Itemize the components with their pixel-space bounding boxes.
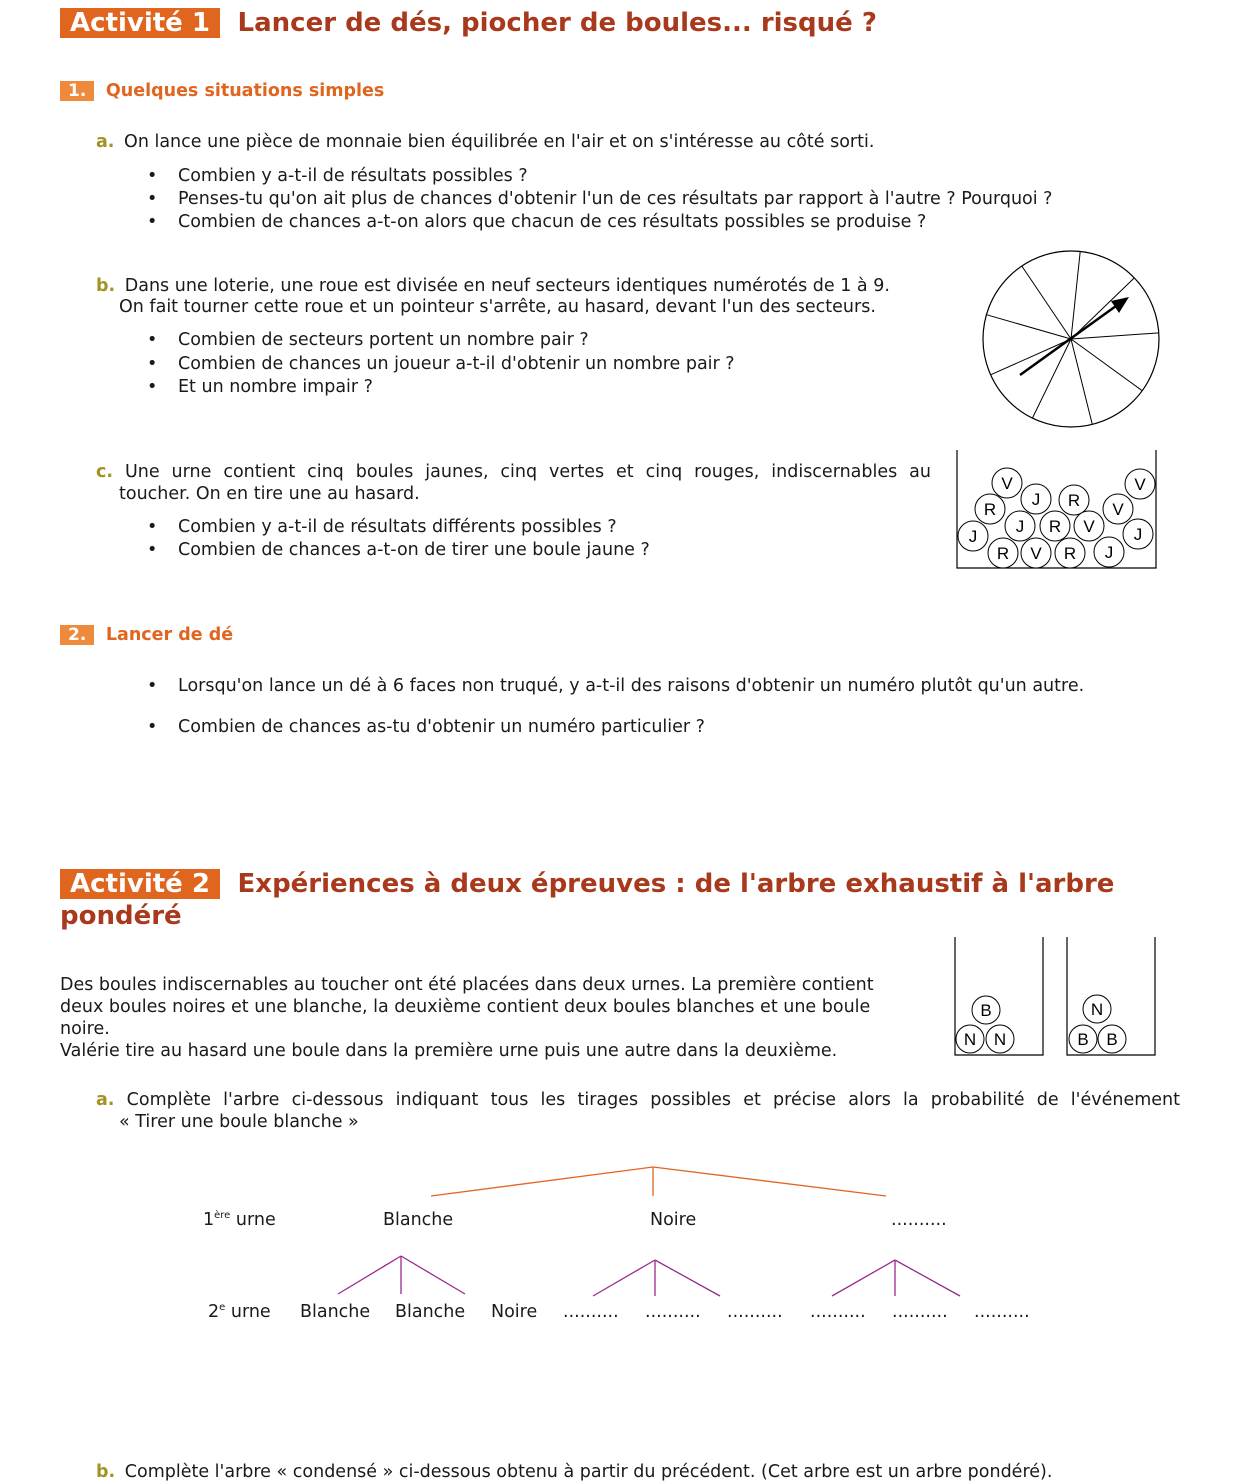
- section2-number: 2.: [60, 625, 94, 645]
- tree-row2-label: [208, 1302, 271, 1322]
- ball: [958, 521, 988, 551]
- bullet-b-2: • Combien de chances un joueur a-t-il d'obtenir un nombre pair ?: [178, 354, 735, 374]
- tree-node-l2-6: ..........: [727, 1302, 783, 1322]
- ball: [1125, 469, 1155, 499]
- activity2-intro: [60, 974, 874, 1062]
- tree-node-l1-2: Noire: [650, 1210, 697, 1230]
- question-b-line2: On fait tourner cette roue et un pointeur s'arrête, au hasard, devant l'un des secteurs.: [119, 297, 876, 317]
- ball-letter: R: [983, 500, 997, 520]
- bullet-a-2: • Penses-tu qu'on ait plus de chances d'obtenir l'un de ces résultats par rapport à l'autre ? Pourquoi ?: [178, 189, 1052, 209]
- ball: [956, 1025, 984, 1053]
- ball-letter: V: [1083, 517, 1095, 537]
- tree-node-l2-3: Noire: [491, 1302, 538, 1322]
- activity2-title-line2: pondéré: [60, 901, 182, 931]
- row2-suffix: urne: [225, 1302, 271, 1322]
- bullet-dice-1: • Lorsqu'on lance un dé à 6 faces non truqué, y a-t-il des raisons d'obtenir un numéro plutôt qu'un autre.: [178, 676, 1084, 696]
- lottery-wheel: [978, 246, 1164, 432]
- tree-node-l2-7: ..........: [810, 1302, 866, 1322]
- act2-question-b-text: Complète l'arbre « condensé » ci-dessous obtenu à partir du précédent. (Cet arbre est un arbre pondéré).: [124, 1462, 1053, 1482]
- act2-question-a-text: Complète l'arbre ci-dessous indiquant tous les tirages possibles et précise alors la probabilité de l'événement: [126, 1090, 1180, 1110]
- intro-line-1: Des boules indiscernables au toucher ont été placées dans deux urnes. La première contient: [60, 975, 874, 995]
- tree-node-l2-1: Blanche: [300, 1302, 371, 1322]
- bullet-b-3: • Et un nombre impair ?: [178, 377, 373, 397]
- ball-letter: N: [1090, 1000, 1104, 1020]
- ball-letter: B: [1077, 1030, 1089, 1050]
- ball-letter: B: [1106, 1030, 1118, 1050]
- row1-suffix: urne: [230, 1210, 276, 1230]
- tree-branch-level2: [401, 1256, 465, 1294]
- tree-branch-level2: [655, 1260, 720, 1296]
- ball-letter: R: [996, 544, 1010, 564]
- ball-letter: V: [1030, 544, 1042, 564]
- question-b-label: b.: [96, 276, 116, 296]
- section1-title: Quelques situations simples: [105, 81, 385, 101]
- ball-letter: J: [1015, 517, 1025, 537]
- activity2-badge: Activité 2: [60, 869, 220, 899]
- act2-question-a-label: a.: [96, 1090, 115, 1110]
- ball-letter: V: [1134, 475, 1146, 495]
- row2-number: 2: [208, 1302, 220, 1322]
- tree-node-l2-8: ..........: [892, 1302, 948, 1322]
- probability-tree: [0, 1150, 1240, 1340]
- tree-branch-level2: [593, 1260, 655, 1296]
- tree-node-l2-9: ..........: [974, 1302, 1030, 1322]
- intro-line-4: Valérie tire au hasard une boule dans la première urne puis une autre dans la deuxième.: [60, 1041, 838, 1061]
- ball: [972, 996, 1000, 1024]
- ball: [1103, 494, 1133, 524]
- tree-node-l2-4: ..........: [563, 1302, 619, 1322]
- ball: [1021, 538, 1051, 568]
- ball: [1123, 519, 1153, 549]
- ball: [1059, 485, 1089, 515]
- ball-letter: R: [1063, 544, 1077, 564]
- bullet-b-1: • Combien de secteurs portent un nombre pair ?: [178, 330, 589, 350]
- question-c-label: c.: [96, 462, 114, 482]
- question-c-line2: toucher. On en tire une au hasard.: [119, 484, 420, 504]
- row1-number: 1: [203, 1210, 215, 1230]
- row1-sup: ère: [214, 1210, 231, 1222]
- act2-question-a-line2: « Tirer une boule blanche »: [119, 1112, 359, 1132]
- bullet-c-2: • Combien de chances a-t-on de tirer une boule jaune ?: [178, 540, 650, 560]
- ball: [1069, 1025, 1097, 1053]
- question-b-text: Dans une loterie, une roue est divisée en neuf secteurs identiques numérotés de 1 à 9.: [124, 276, 890, 296]
- tree-node-l2-2: Blanche: [395, 1302, 466, 1322]
- tree-branch-level2: [895, 1260, 960, 1296]
- ball-letter: N: [993, 1030, 1007, 1050]
- bullet-dice-2: • Combien de chances as-tu d'obtenir un numéro particulier ?: [178, 717, 705, 737]
- ball-letter: N: [963, 1030, 977, 1050]
- section2-title: Lancer de dé: [105, 625, 234, 645]
- ball-letter: J: [1031, 490, 1041, 510]
- question-b-line1: [96, 276, 890, 296]
- activity2-title-line1: Expériences à deux épreuves : de l'arbre exhaustif à l'arbre: [237, 869, 1115, 899]
- bullet-c-1: • Combien y a-t-il de résultats différents possibles ?: [178, 517, 617, 537]
- row2-sup: e: [219, 1302, 226, 1314]
- act2-question-a-line1: [96, 1090, 1180, 1110]
- act2-question-b: [96, 1462, 1052, 1482]
- intro-line-2: deux boules noires et une blanche, la deuxième contient deux boules blanches et une boule: [60, 997, 871, 1017]
- ball: [992, 468, 1022, 498]
- question-a-text: On lance une pièce de monnaie bien équilibrée en l'air et on s'intéresse au côté sorti.: [124, 132, 875, 152]
- tree-row1-label: [203, 1210, 276, 1230]
- ball-letter: V: [1001, 474, 1013, 494]
- bullet-a-3: • Combien de chances a-t-on alors que chacun de ces résultats possibles se produise ?: [178, 212, 926, 232]
- ball-letter: B: [980, 1001, 992, 1021]
- intro-line-3: noire.: [60, 1019, 110, 1039]
- ball-letter: J: [1104, 543, 1114, 563]
- question-a: [96, 132, 874, 152]
- section1-header: [60, 81, 384, 102]
- ball-letter: J: [968, 527, 978, 547]
- section2-header: [60, 625, 233, 646]
- urn-15-balls: [950, 446, 1162, 574]
- question-c-text: Une urne contient cinq boules jaunes, cinq vertes et cinq rouges, indiscernables au: [124, 462, 931, 482]
- ball: [1005, 511, 1035, 541]
- tree-node-l1-3: ..........: [891, 1210, 947, 1230]
- question-c-line1: [96, 462, 931, 482]
- tree-node-l2-5: ..........: [645, 1302, 701, 1322]
- tree-branch-level2: [338, 1256, 401, 1294]
- ball: [1074, 511, 1104, 541]
- ball: [988, 538, 1018, 568]
- activity2-header: [60, 868, 1114, 900]
- ball: [975, 494, 1005, 524]
- activity1-title: Lancer de dés, piocher de boules... risqué ?: [237, 8, 877, 38]
- ball: [1040, 511, 1070, 541]
- ball: [1055, 538, 1085, 568]
- activity1-header: [60, 7, 877, 39]
- activity1-badge: Activité 1: [60, 8, 220, 38]
- ball-letter: J: [1133, 525, 1143, 545]
- tree-branch-level1: [653, 1167, 886, 1196]
- bullet-a-1: • Combien y a-t-il de résultats possibles ?: [178, 166, 528, 186]
- ball-letter: V: [1112, 500, 1124, 520]
- ball: [986, 1025, 1014, 1053]
- ball: [1021, 484, 1051, 514]
- tree-branch-level1: [431, 1167, 653, 1196]
- two-urns: [948, 934, 1163, 1060]
- ball: [1098, 1025, 1126, 1053]
- tree-branch-level2: [832, 1260, 895, 1296]
- ball-letter: R: [1048, 517, 1062, 537]
- act2-question-b-label: b.: [96, 1462, 116, 1482]
- tree-node-l1-1: Blanche: [383, 1210, 454, 1230]
- ball: [1094, 537, 1124, 567]
- question-a-label: a.: [96, 132, 115, 152]
- ball-letter: R: [1067, 491, 1081, 511]
- section1-number: 1.: [60, 81, 94, 101]
- ball: [1083, 995, 1111, 1023]
